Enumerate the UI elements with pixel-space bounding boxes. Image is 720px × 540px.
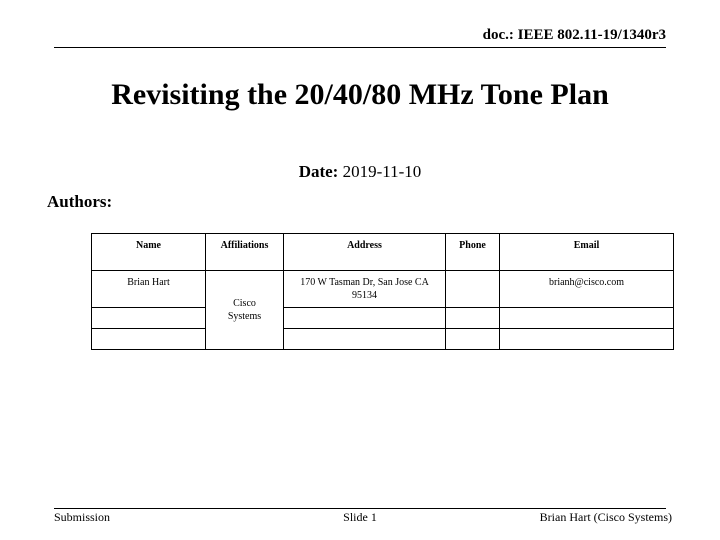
date-line — [0, 162, 720, 182]
footer-submission: Submission — [54, 510, 111, 524]
author-name-cell — [92, 329, 206, 350]
footer-slide-number: Slide 1 — [343, 510, 377, 524]
table-row — [92, 271, 674, 308]
header-divider — [54, 47, 666, 48]
footer-divider — [54, 508, 666, 509]
date-label: Date: — [298, 162, 339, 181]
table-row — [92, 329, 674, 350]
email-cell — [500, 329, 674, 350]
email-cell: brianh@cisco.com — [500, 271, 674, 308]
document-id: doc.: IEEE 802.11-19/1340r3 — [482, 27, 666, 43]
column-header-phone: Phone — [446, 234, 500, 271]
email-cell — [500, 308, 674, 329]
author-name-cell — [92, 308, 206, 329]
address-cell — [284, 329, 446, 350]
phone-cell — [446, 308, 500, 329]
table-header-row — [92, 234, 674, 271]
column-header-affiliations: Affiliations — [206, 234, 284, 271]
authors-heading: Authors: — [47, 192, 113, 211]
affiliation-cell: Cisco Systems — [206, 271, 284, 350]
column-header-email: Email — [500, 234, 674, 271]
slide-title: Revisiting the 20/40/80 MHz Tone Plan — [111, 78, 609, 111]
author-name-cell: Brian Hart — [92, 271, 206, 308]
column-header-name: Name — [92, 234, 206, 271]
date-value: 2019-11-10 — [342, 162, 422, 181]
authors-table — [91, 233, 674, 350]
phone-cell — [446, 329, 500, 350]
column-header-address: Address — [284, 234, 446, 271]
footer-author: Brian Hart (Cisco Systems) — [539, 510, 672, 524]
table-row — [92, 308, 674, 329]
address-cell: 170 W Tasman Dr, San Jose CA 95134 — [284, 271, 446, 308]
address-cell — [284, 308, 446, 329]
phone-cell — [446, 271, 500, 308]
